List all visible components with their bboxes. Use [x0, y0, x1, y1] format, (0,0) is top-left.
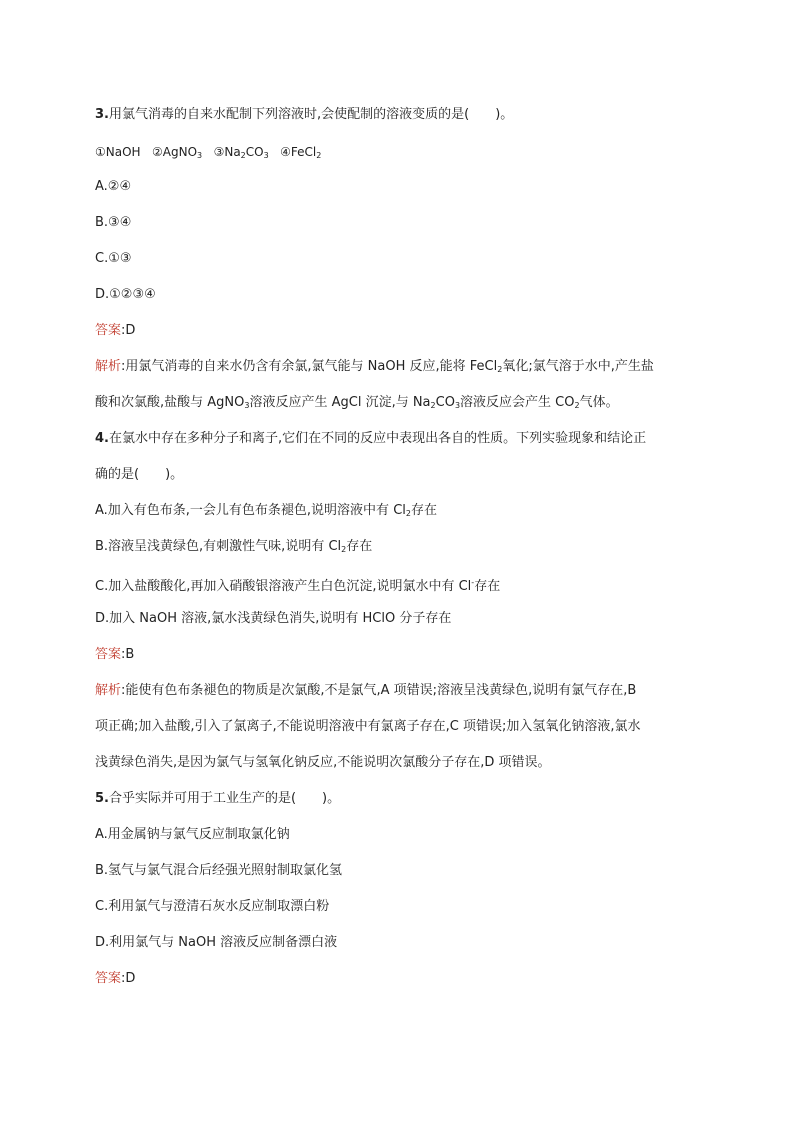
q3-analysis-line-1: 解析:用氯气消毒的自来水仍含有余氯,氯气能与 NaOH 反应,能将 FeCl$_2$氧化;氯气溶于水中,产生盐 [95, 359, 654, 374]
q3-analysis-line-2: 酸和次氯酸,盐酸与 AgNO$_3$溶液反应产生 AgCl 沉淀,与 $Na_2CO_3$溶液反应会产生 $CO_2$气体。 [95, 395, 619, 410]
q3-analysis-label: 解析 [95, 359, 122, 374]
q3-answer [95, 322, 135, 340]
q5-answer-label: 答案 [95, 971, 122, 986]
q5-option-b: B.氢气与氯气混合后经强光照射制取氯化氢 [95, 863, 343, 878]
q4-answer-label: 答案 [95, 647, 122, 662]
q4-analysis-label: 解析 [95, 683, 122, 698]
q5-option-c: C.利用氯气与澄清石灰水反应制取漂白粉 [95, 899, 330, 914]
q3-option-d: D.①②③④ [95, 287, 156, 302]
q4-option-b: B.溶液呈浅黄绿色,有刺激性气味,说明有 $Cl_2$存在 [95, 539, 373, 554]
q3-number: 3. [95, 107, 109, 122]
q4-option-d: D.加入 NaOH 溶液,氯水浅黄绿色消失,说明有 HClO 分子存在 [95, 611, 452, 626]
q3-item-4: ④FeCl$_2$ [280, 145, 322, 160]
q4-analysis-line-2: 项正确;加入盐酸,引入了氯离子,不能说明溶液中有氯离子存在,C 项错误;加入氢氧化钠溶液,氯水 [95, 719, 641, 734]
q4-answer-value: :B [121, 647, 135, 662]
q4-analysis-line-3: 浅黄绿色消失,是因为氯气与氢氧化钠反应,不能说明次氯酸分子存在,D 项错误。 [95, 755, 551, 770]
q3-stem-text: 用氯气消毒的自来水配制下列溶液时,会使配制的溶液变质的是( )。 [108, 107, 514, 122]
q4-answer [95, 646, 134, 664]
q5-stem: 5.合乎实际并可用于工业生产的是( )。 [95, 791, 341, 806]
q4-number: 4. [95, 431, 109, 446]
q4-stem-line-2: 确的是( )。 [95, 467, 184, 482]
q3-option-b: B.③④ [95, 215, 132, 230]
q5-answer-value: :D [121, 971, 136, 986]
q3-stem [95, 106, 513, 124]
q4-analysis-line-1: 解析:能使有色布条褪色的物质是次氯酸,不是氯气,A 项错误;溶液呈浅黄绿色,说明有氯气存在,B [95, 683, 637, 698]
q3-item-2: ②AgNO$_3$ [152, 145, 203, 160]
q3-items [95, 143, 321, 165]
q3-answer-value: :D [121, 323, 136, 338]
q5-option-d: D.利用氯气与 NaOH 溶液反应制备漂白液 [95, 935, 338, 950]
q3-answer-label: 答案 [95, 323, 122, 338]
q4-stem-line-1: 4.在氯水中存在多种分子和离子,它们在不同的反应中表现出各自的性质。下列实验现象和结论正 [95, 431, 647, 446]
q5-option-a: A.用金属钠与氯气反应制取氯化钠 [95, 827, 290, 842]
q3-item-1: ①NaOH [95, 145, 141, 159]
q5-number: 5. [95, 791, 109, 806]
q3-option-c: C.①③ [95, 251, 132, 266]
q4-option-a: A.加入有色布条,一会儿有色布条褪色,说明溶液中有 $Cl_2$存在 [95, 503, 437, 518]
q3-item-3: $③Na_2CO_3$ [213, 145, 269, 160]
q5-answer [95, 970, 135, 988]
q4-option-c: C.加入盐酸酸化,再加入硝酸银溶液产生白色沉淀,说明氯水中有 Cl-存在 [95, 578, 501, 594]
q3-option-a: A.②④ [95, 179, 132, 194]
